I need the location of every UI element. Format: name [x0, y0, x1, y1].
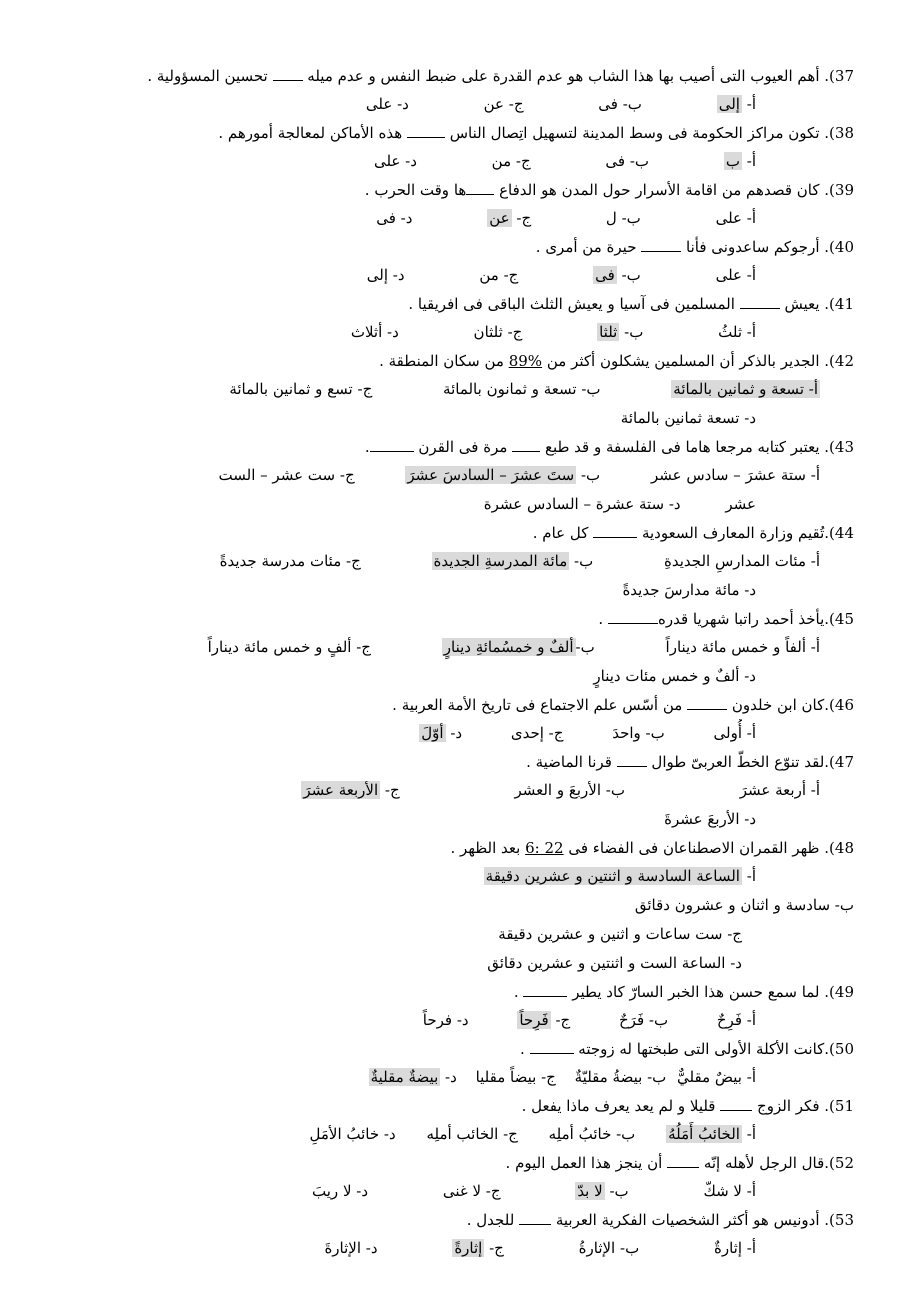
stem-text: يأخذ أحمد راتبا شهريا قدره [657, 610, 825, 628]
stem-text: كل عام . [532, 524, 589, 542]
question-number: 47). [824, 753, 854, 771]
option-a[interactable]: أ- على [715, 266, 756, 284]
answer-blank [512, 437, 540, 452]
stem-text: لما سمع حسن هذا الخبر السارّ كاد يطير [572, 983, 820, 1001]
question-number: 37). [824, 67, 854, 85]
highlighted-answer: فَرِحاً [519, 1011, 549, 1029]
percentage-figure: 89% [508, 352, 543, 370]
option-b[interactable]: ب- ثلثا [599, 323, 644, 341]
stem-text: بعد الظهر . [450, 839, 521, 857]
question-43 [70, 433, 854, 519]
question-number: 39). [824, 181, 854, 199]
option-b[interactable]: ب- فَرَحٌ [618, 1011, 669, 1029]
options-row [70, 1234, 854, 1263]
question-41 [70, 290, 854, 347]
time-figure: 6: 22 [525, 839, 564, 857]
question-stem [70, 347, 854, 375]
option-c[interactable]: ج- إثارةً [454, 1239, 504, 1257]
highlighted-answer: عن [489, 209, 510, 227]
option-b[interactable]: ب- خائبُ أملِه [548, 1125, 636, 1143]
option-b[interactable]: ب- فى [595, 266, 641, 284]
stem-text: قليلا و لم يعد يعرف ماذا يفعل . [521, 1097, 716, 1115]
option-b[interactable]: ب- مائة المدرسةِ الجديدة [433, 552, 594, 570]
stem-text: قال الرجل لأهله إنّه [703, 1154, 825, 1172]
question-stem [70, 233, 854, 261]
stem-text: ظهر القمران الاصطناعان فى الفضاء فى [568, 839, 820, 857]
option-c[interactable]: ج- الأربعة عشرَ [303, 781, 400, 799]
question-48 [70, 834, 854, 978]
option-b[interactable]: ب- واحدَ [612, 724, 665, 742]
option-b[interactable]: ب- فى [605, 152, 650, 170]
options-row [70, 1006, 854, 1035]
question-number: 53). [824, 1211, 854, 1229]
option-b[interactable]: ب- الأربعَ و العشر [514, 781, 625, 799]
question-50 [70, 1035, 854, 1092]
stem-text: هذه الأماكن لمعالجة أمورهم . [218, 124, 403, 142]
stem-text: أهم العيوب التى أصيب بها هذا الشاب هو عدم القدرة على ضبط النفس و عدم ميله [307, 67, 820, 85]
highlighted-answer: أوّلَ [421, 724, 444, 742]
stem-text: كان قصدهم من اقامة الأسرار حول المدن هو الدفاع [499, 181, 820, 199]
highlighted-answer: الخائبُ أَمَلُهُ [668, 1125, 740, 1143]
answer-blank [370, 437, 414, 452]
stem-text: أدونيس هو أكثر الشخصيات الفكرية العربية [555, 1211, 820, 1229]
option-b[interactable]: ب- لا بدّ [577, 1182, 629, 1200]
option-c[interactable]: ج- إحدى [510, 724, 564, 742]
question-49 [70, 978, 854, 1035]
question-51 [70, 1092, 854, 1149]
option-c[interactable]: ج- ثلثان [473, 323, 523, 341]
question-stem [70, 748, 854, 776]
option-b[interactable]: ب- سادسة و اثنان و عشرون دقائق [634, 896, 854, 914]
option-d[interactable]: د- مائة مدارسَ جديدةً [622, 581, 756, 599]
question-number: 48). [824, 839, 854, 857]
highlighted-answer: إلى [718, 95, 740, 113]
option-d[interactable]: د- تسعة ثمانين بالمائة [620, 409, 756, 427]
option-a[interactable]: أ- الخائبُ أَمَلُهُ [668, 1125, 756, 1143]
option-c[interactable]: ج- من [479, 266, 519, 284]
option-b[interactable]: ب- تسعة و ثمانون بالمائة [443, 380, 601, 398]
option-a[interactable]: أ- إلى [718, 95, 756, 113]
question-stem [70, 62, 854, 90]
question-stem [70, 834, 854, 862]
option-d[interactable]: د- ستة عشرة – السادس عشرة [483, 495, 681, 513]
option-d[interactable]: د- الساعة الست و اثنتين و عشرين دقائق [487, 954, 742, 972]
option-a[interactable]: أ- فَرِحٌ [716, 1011, 756, 1029]
highlighted-answer: بيضةٌ مقليةٌ [370, 1068, 439, 1086]
option-b[interactable]: ب- فى [598, 95, 642, 113]
stem-text: للجدل . [466, 1211, 515, 1229]
option-d[interactable]: د- إلى [366, 266, 405, 284]
option-a[interactable]: أ- ب [725, 152, 756, 170]
answer-blank [608, 609, 658, 624]
option-c[interactable]: ج- عن [483, 95, 524, 113]
question-stem [70, 176, 854, 204]
option-a[interactable]: أ- الساعة السادسة و اثنتين و عشرين دقيقة [485, 867, 756, 885]
option-c[interactable]: ج- مئات مدرسة جديدةً [219, 552, 361, 570]
option-c[interactable]: ج- بيضاً مقليا [475, 1068, 556, 1086]
question-stem: 50).كانت الأكلة الأولى التى طبختها له زوجته . [519, 1040, 854, 1058]
option-d[interactable]: د- الإثارةَ [324, 1239, 378, 1257]
option-c[interactable]: ج- من [491, 152, 531, 170]
option-c[interactable]: ج- الخائب أملِه [426, 1125, 518, 1143]
question-number: 49). [824, 983, 854, 1001]
highlighted-answer: ثلثا [599, 323, 618, 341]
options-block [70, 862, 854, 978]
highlighted-answer: لا بدّ [577, 1182, 603, 1200]
stem-text: المسلمين فى آسيا و يعيش الثلث الباقى فى افريقيا . [408, 295, 735, 313]
answer-blank [740, 294, 780, 309]
highlighted-answer: فى [595, 266, 615, 284]
option-a[interactable]: أ- مئات المدارسِ الجديدةِ [664, 552, 820, 570]
question-40 [70, 233, 854, 290]
question-47 [70, 748, 854, 834]
options-row [70, 1177, 854, 1206]
answer-blank [687, 695, 727, 710]
option-c[interactable]: ج- ست ساعات و اثنين و عشرين دقيقة [498, 925, 742, 943]
option-d[interactable]: د- خائبُ الأمَلِ [309, 1125, 396, 1143]
option-a[interactable]: أ- على [715, 209, 756, 227]
option-a[interactable]: أ- لا شكّ [703, 1182, 756, 1200]
option-a[interactable]: أ- ستة عشرَ – سادس عشر [650, 466, 820, 484]
option-c[interactable]: ج- فَرِحاً [519, 1011, 571, 1029]
question-number: 50). [824, 1040, 854, 1058]
answer-blank [530, 1039, 574, 1054]
question-37 [70, 62, 854, 119]
question-number: 52). [824, 1154, 854, 1172]
highlighted-answer: ألفٌ و خمسُمائةِ دينارٍ [443, 638, 574, 656]
question-stem [70, 290, 854, 318]
stem-text: كانت الأكلة الأولى التى طبختها له زوجته [578, 1040, 825, 1058]
options-block [70, 776, 854, 834]
question-stem: 49). لما سمع حسن هذا الخبر السارّ كاد يطير . [513, 983, 854, 1001]
option-d[interactable]: د- فى [376, 209, 413, 227]
stem-text: حيرة من أمرى . [535, 238, 637, 256]
question-39 [70, 176, 854, 233]
highlighted-answer: الأربعة عشرَ [303, 781, 379, 799]
answer-blank [617, 752, 647, 767]
option-b[interactable]: ب- بيضةُ مقليّةٌ [574, 1068, 667, 1086]
option-c[interactable]: ج- لا غنى [442, 1182, 501, 1200]
stem-text: من سكان المنطقة . [379, 352, 504, 370]
stem-text: ها وقت الحرب . [364, 181, 467, 199]
answer-blank [273, 66, 303, 81]
highlighted-answer: مائة المدرسةِ الجديدة [433, 552, 568, 570]
stem-text: من أسّس علم الاجتماع فى تاريخ الأمة العربية . [392, 696, 683, 714]
option-a[interactable] [671, 375, 820, 404]
option-d[interactable]: د- أوّلَ [421, 724, 463, 742]
options-row [70, 1063, 854, 1092]
stem-text: لقد تنوّع الخطّ العربىّ طوال [651, 753, 825, 771]
options-row [70, 318, 854, 347]
option-c[interactable]: ج- عن [489, 209, 532, 227]
question-stem: 43). يعتبر كتابه مرجعا هاما فى الفلسفة و قد طبع مرة فى القرن . [364, 438, 854, 456]
options-row [70, 147, 854, 176]
option-d[interactable]: د- أثلاث [350, 323, 399, 341]
option-a[interactable]: أ- إثارةٌ [713, 1239, 756, 1257]
options-row [70, 261, 854, 290]
option-a[interactable]: أ- أُولى [713, 724, 756, 742]
stem-text: كان ابن خلدون [731, 696, 825, 714]
option-b[interactable]: ب-ألفٌ و خمسُمائةِ دينارٍ [443, 638, 595, 656]
option-d[interactable]: د- فرحاً [422, 1011, 469, 1029]
option-a[interactable]: أ- بيضٌ مقليٌّ [677, 1068, 756, 1086]
option-c[interactable]: ج- ست عشر – الست [218, 466, 355, 484]
question-number: 40). [824, 238, 854, 256]
question-38 [70, 119, 854, 176]
question-stem [70, 119, 854, 147]
answer-blank [667, 1153, 699, 1168]
answer-blank [593, 523, 637, 538]
question-number: 46). [824, 696, 854, 714]
options-block [70, 633, 854, 691]
question-stem [70, 1206, 854, 1234]
option-b[interactable]: ب- ل [605, 209, 641, 227]
question-45 [70, 605, 854, 691]
question-number: 51). [824, 1097, 854, 1115]
highlighted-answer: إثارةً [454, 1239, 483, 1257]
stem-text: تكون مراكز الحكومة فى وسط المدينة لتسهيل اتِصال الناس [449, 124, 820, 142]
stem-text: مرة فى القرن [418, 438, 508, 456]
answer-blank [523, 982, 567, 997]
answer-blank [641, 237, 681, 252]
option-a[interactable]: أ- ألفاً و خمس مائة ديناراً [665, 638, 820, 656]
question-44 [70, 519, 854, 605]
options-row [70, 204, 854, 233]
stem-text: يعتبر كتابه مرجعا هاما فى الفلسفة و قد طبع [544, 438, 820, 456]
option-a[interactable]: أ- أربعة عشرَ [739, 781, 820, 799]
question-42 [70, 347, 854, 433]
highlighted-answer: ستَ عشرَ – السادسَ عشرَ [407, 466, 575, 484]
stem-text: يعيش [784, 295, 820, 313]
stem-text: تحسين المسؤولية . [147, 67, 268, 85]
question-stem: 45).يأخذ أحمد راتبا شهريا قدره . [598, 610, 854, 628]
highlighted-answer: ب [725, 152, 740, 170]
highlighted-answer: أ- تسعة و ثمانين بالمائة [673, 380, 818, 398]
question-52 [70, 1149, 854, 1206]
question-46 [70, 691, 854, 748]
question-stem [70, 1092, 854, 1120]
options-row [70, 719, 854, 748]
stem-text: فكر الزوج [757, 1097, 820, 1115]
answer-blank [466, 180, 494, 195]
question-number: 41). [824, 295, 854, 313]
stem-text: تُقيم وزارة المعارف السعودية [641, 524, 825, 542]
options-block [70, 375, 854, 433]
stem-text: أرجوكم ساعدونى فأنا [686, 238, 820, 256]
options-row [70, 90, 854, 119]
option-d[interactable]: د- على [373, 152, 417, 170]
question-53 [70, 1206, 854, 1263]
options-block [70, 461, 854, 519]
question-stem [70, 519, 854, 547]
options-block [70, 547, 854, 605]
stem-text: أن ينجز هذا العمل اليوم . [505, 1154, 663, 1172]
option-a[interactable]: أ- ثلثُ [718, 323, 756, 341]
highlighted-answer: الساعة السادسة و اثنتين و عشرين دقيقة [485, 867, 740, 885]
question-number: 44). [824, 524, 854, 542]
option-c-continued: عشر [725, 495, 756, 513]
stem-text: الجدير بالذكر أن المسلمين يشكلون أكثر من [546, 352, 820, 370]
answer-blank [720, 1096, 752, 1111]
question-number: 42). [824, 352, 854, 370]
option-d[interactable]: د- الأربعَ عشرةَ [664, 810, 756, 828]
option-d[interactable]: د- بيضةٌ مقليةٌ [370, 1068, 457, 1086]
option-b[interactable]: ب- ستَ عشرَ – السادسَ عشرَ [407, 466, 601, 484]
option-d[interactable]: د- ألفٌ و خمس مئات دينارٍ [593, 667, 756, 685]
answer-blank [407, 123, 445, 138]
question-number: 38). [824, 124, 854, 142]
question-stem [70, 691, 854, 719]
question-number: 45). [824, 610, 854, 628]
option-b[interactable]: ب- الإثارةُ [578, 1239, 640, 1257]
option-c[interactable]: ج- تسع و ثمانين بالمائة [229, 380, 373, 398]
option-d[interactable]: د- على [365, 95, 409, 113]
option-d[interactable]: د- لا ريبَ [312, 1182, 369, 1200]
option-c[interactable]: ج- ألفٍ و خمس مائة ديناراً [207, 638, 371, 656]
options-row [70, 1120, 854, 1149]
answer-blank [519, 1210, 551, 1225]
stem-text: قرنا الماضية . [526, 753, 612, 771]
question-stem [70, 1149, 854, 1177]
question-number: 43). [824, 438, 854, 456]
